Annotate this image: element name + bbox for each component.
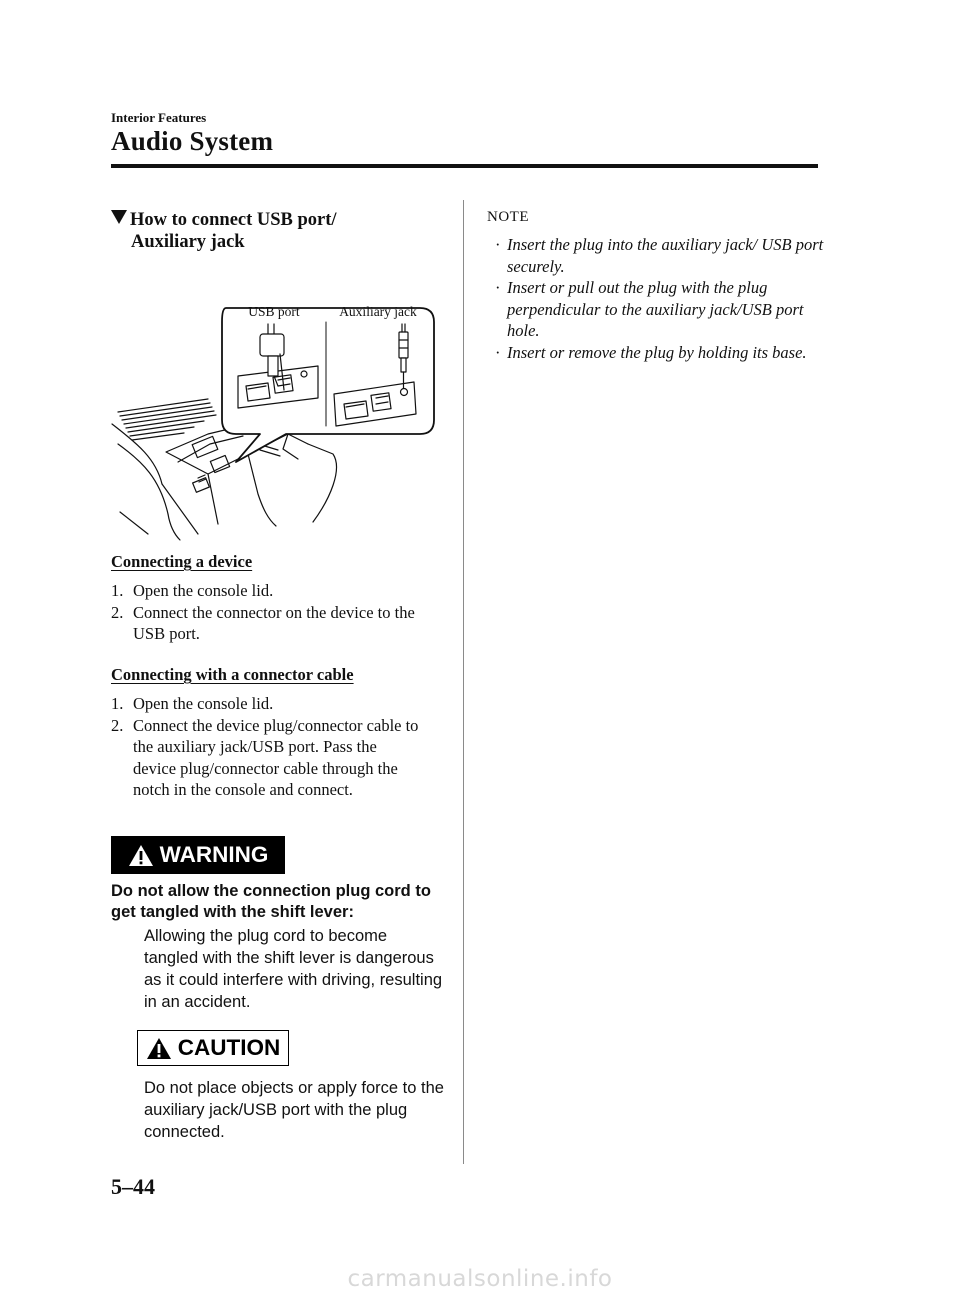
page-number: 5–44 [111,1174,155,1199]
list-item: · Insert or pull out the plug with the plug perpendicular to the auxiliary jack/USB port hole. [495,278,804,340]
bullet-icon: · [495,235,501,254]
warning-badge [111,836,285,874]
bullet-icon: · [495,342,501,362]
caution-label: CAUTION [177,1035,281,1060]
auxiliary-jack-label: Auxiliary jack [339,304,417,319]
connecting-device-title: Connecting a device [111,552,253,571]
watermark: carmanualsonline.info [347,1266,613,1292]
caution-badge [137,1030,289,1066]
note-list [487,234,827,363]
column-divider [463,200,464,1164]
list-item: · Insert the plug into the auxiliary jack/ USB port securely. [495,235,824,276]
list-item: 2. Connect the connector on the device to the USB port. [111,602,415,643]
warning-label: WARNING [159,842,269,867]
list-item: 1. Open the console lid. [111,581,274,600]
section-heading [111,209,337,253]
caution-body: Do not place objects or apply force to the auxiliary jack/USB port with the plug connected. [144,1079,444,1141]
warning-heading: Do not allow the connection plug cord to get tangled with the shift lever: [111,882,431,921]
usb-port-label: USB port [248,304,300,319]
heading-line-2: Auxiliary jack [131,232,245,252]
console-hatching [118,399,216,440]
console-illustration [108,294,438,544]
warning-body: Allowing the plug cord to become tangled with the shift lever is dangerous as it could interfere with driving, resulting in an accident. [144,927,443,1011]
connecting-cable-title: Connecting with a connector cable [111,665,354,684]
list-item: · Insert or remove the plug by holding its base. [495,342,807,362]
list-item: 2. Connect the device plug/connector cable to the auxiliary jack/USB port. Pass the device plug/connector cable through the notch in the console and connect. [111,715,419,799]
connecting-cable-steps [111,693,421,801]
bullet-icon: · [495,278,501,297]
section-label: Interior Features [111,110,207,125]
warning-triangle-icon [128,844,154,867]
connecting-device-steps [111,580,441,645]
triangle-down-icon [111,210,127,224]
page-title: Audio System [111,126,274,156]
heading-line-1: How to connect USB port/ [130,210,337,230]
note-title: NOTE [487,209,529,225]
caution-triangle-icon [146,1037,172,1060]
list-item: 1. Open the console lid. [111,694,274,713]
title-rule [111,164,818,168]
